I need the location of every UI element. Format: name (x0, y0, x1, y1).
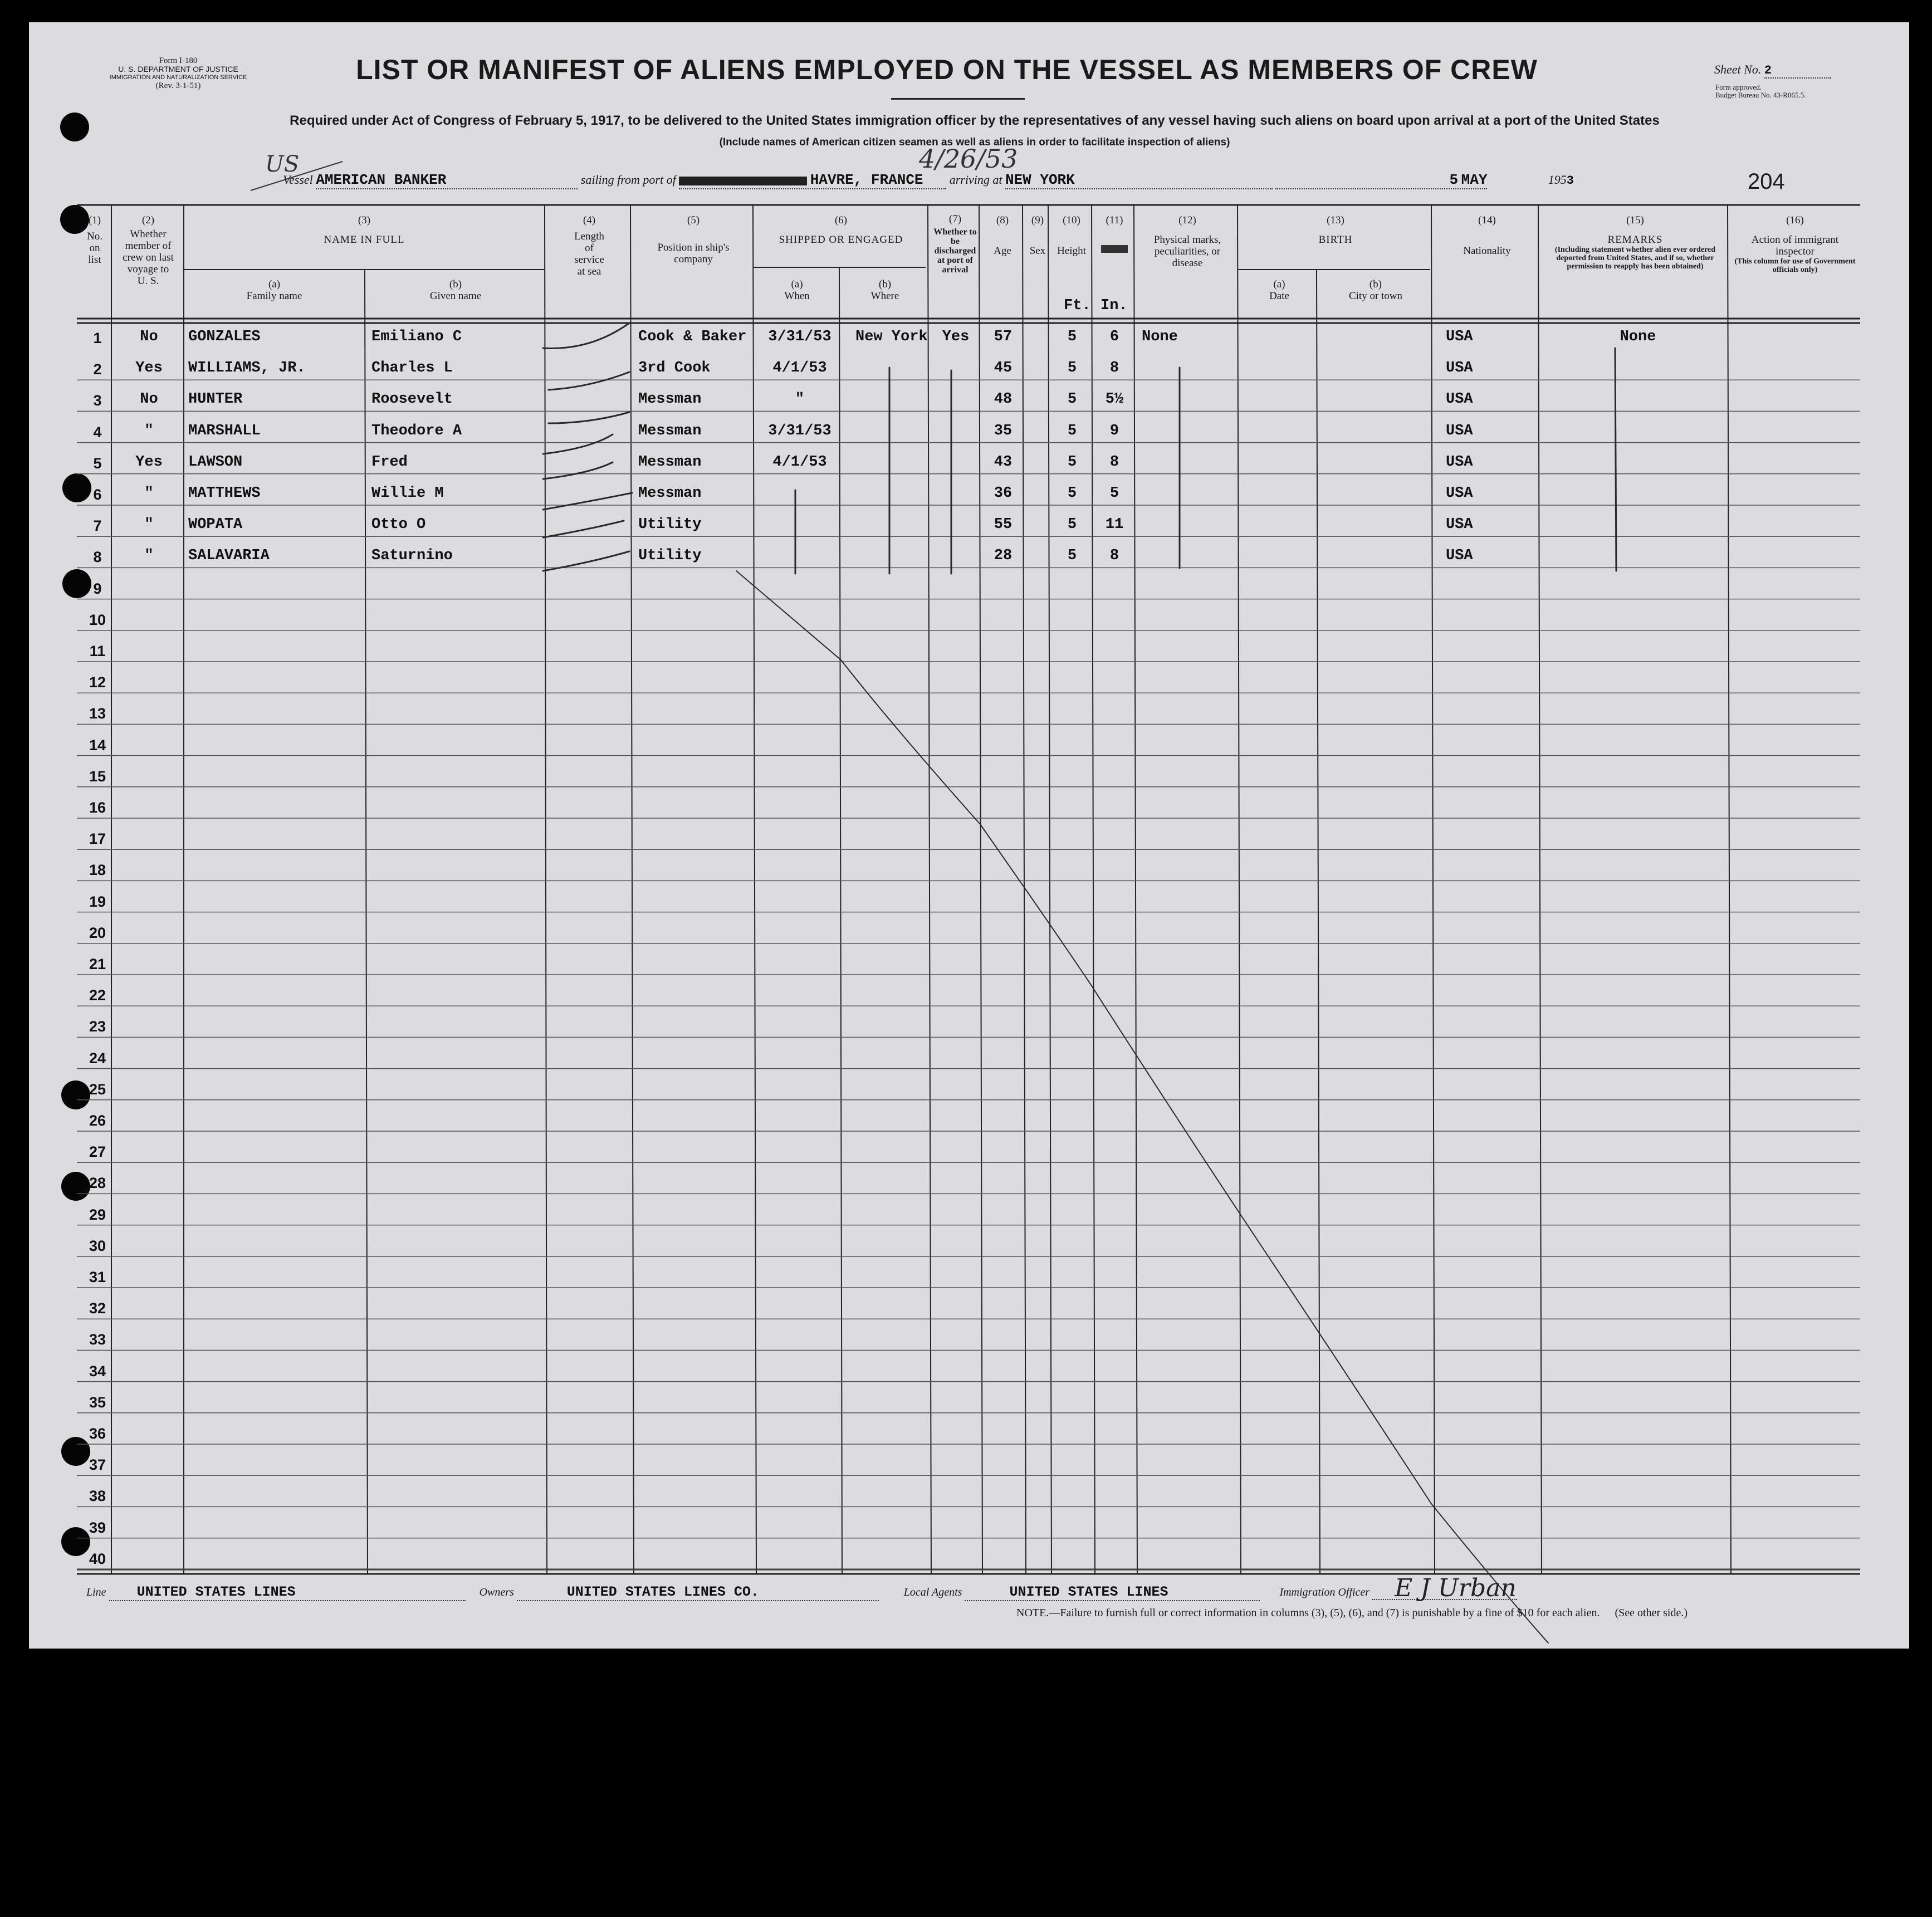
line-number: 14 (89, 736, 106, 754)
line-number: 38 (89, 1488, 106, 1505)
col-10-label: Height (1057, 245, 1086, 257)
cell-position: Messman (638, 485, 702, 502)
col-13a-num: (a) (1273, 278, 1285, 290)
line-number: 28 (89, 1175, 106, 1192)
col-10-num: (10) (1063, 214, 1080, 226)
col-6a-num: (a) (791, 278, 803, 290)
cell-family: GONZALES (188, 329, 261, 345)
subtitle: Required under Act of Congress of February 5, 1917, to be delivered to the United States immigration officer by the representatives of any vessel having such aliens on board upon arrival at a port of the United States (290, 113, 1660, 128)
cell-ft: 5 (1067, 516, 1077, 534)
cell-ft: 5 (1067, 329, 1077, 345)
cell-discharged: Yes (942, 329, 970, 345)
cell-age: 45 (994, 360, 1013, 377)
col-13-label: BIRTH (1318, 234, 1353, 246)
line-number: 29 (89, 1206, 106, 1223)
cell-given: Emiliano C (371, 329, 462, 345)
col-2-num: (2) (141, 214, 155, 226)
col-4-label: Length of service at sea (574, 231, 604, 277)
col-5-label: Position in ship's company (657, 242, 730, 265)
line-number: 6 (93, 486, 102, 503)
col-6-label: SHIPPED OR ENGAGED (779, 234, 903, 246)
cell-in: 8 (1109, 547, 1119, 565)
cell-nationality: USA (1446, 547, 1473, 565)
cell-when: 4/1/53 (772, 360, 827, 377)
cell-ft: 5 (1067, 422, 1077, 439)
col-3-label: NAME IN FULL (324, 234, 405, 246)
cell-given: Roosevelt (371, 391, 453, 408)
line-number: 32 (89, 1300, 106, 1317)
cell-ft: 5 (1067, 391, 1077, 408)
cell-age: 55 (994, 516, 1013, 534)
cell-given: Theodore A (371, 422, 462, 439)
line-number: 36 (89, 1425, 106, 1442)
cell-last-voyage: Yes (135, 453, 163, 471)
cell-position: 3rd Cook (638, 360, 711, 377)
budget-bureau: Budget Bureau No. 43-R065.5. (1715, 91, 1806, 99)
col-1-num: (1) (88, 214, 101, 226)
cell-ft: 5 (1067, 453, 1077, 471)
cell-position: Messman (638, 422, 702, 439)
line-number: 13 (89, 705, 106, 722)
sailing-label: sailing from port of (580, 173, 676, 187)
cell-where: New York (855, 329, 928, 345)
footer-note (1016, 1607, 1688, 1620)
line-number: 12 (89, 674, 106, 691)
col-16-note: (This column for use of Government officials only) (1734, 257, 1856, 274)
cell-last-voyage: " (144, 516, 154, 534)
cell-in: 8 (1109, 453, 1119, 471)
cell-nationality: USA (1446, 516, 1473, 534)
year-prefix: 195 (1548, 173, 1567, 187)
cell-ft: 5 (1067, 547, 1077, 565)
line-value: UNITED STATES LINES (109, 1584, 466, 1601)
cell-remarks: None (1620, 329, 1656, 345)
line-number: 33 (89, 1331, 106, 1348)
line-number: 19 (89, 893, 106, 910)
cell-given: Fred (371, 453, 408, 471)
cell-family: SALAVARIA (188, 547, 270, 565)
service: IMMIGRATION AND NATURALIZATION SERVICE (109, 74, 247, 81)
col-7-num: (7) (948, 213, 962, 225)
sailing-port: HAVRE, FRANCE (810, 172, 923, 188)
cell-given: Charles L (371, 360, 453, 377)
page-title: LIST OR MANIFEST OF ALIENS EMPLOYED ON THE VESSEL AS MEMBERS OF CREW (356, 54, 1538, 85)
cell-nationality: USA (1446, 453, 1473, 471)
col-11-unit: In. (1100, 297, 1128, 314)
line-number: 4 (93, 423, 102, 441)
col-7-label: Whether to be discharged at port of arrival (933, 227, 977, 275)
cell-when: " (795, 391, 805, 408)
handwritten-date: 4/26/53 (919, 144, 1018, 174)
fine-note: NOTE.—Failure to furnish full or correct information in columns (3), (5), (6), and (7) is punishable by a fine of $10 for each alien. (1016, 1607, 1600, 1619)
line-number: 21 (89, 956, 106, 972)
col-9-num: (9) (1031, 214, 1044, 226)
cell-position: Utility (638, 547, 702, 565)
cell-position: Utility (638, 516, 702, 534)
line-number: 5 (93, 454, 102, 472)
line-number: 22 (89, 987, 106, 1004)
cell-family: HUNTER (188, 391, 243, 408)
line-number: 15 (89, 767, 106, 785)
col-3a-label: Family name (246, 290, 302, 302)
cell-last-voyage: " (144, 547, 154, 565)
line-number: 20 (89, 924, 106, 941)
cell-last-voyage: No (140, 329, 158, 345)
line-number: 3 (93, 392, 102, 409)
col-3-num: (3) (358, 214, 371, 226)
owners-value: UNITED STATES LINES CO. (517, 1584, 879, 1601)
cell-last-voyage: " (144, 485, 154, 502)
col-3a-num: (a) (268, 278, 281, 290)
col-15-note: (Including statement whether alien ever ordered deported from United States, and if so, whether permission to reapply has been obtained) (1554, 246, 1716, 271)
line-number: 7 (93, 517, 102, 535)
cell-position: Cook & Baker (638, 329, 747, 345)
cell-in: 9 (1109, 422, 1119, 439)
line-number: 31 (89, 1269, 106, 1285)
cell-family: LAWSON (188, 453, 243, 471)
line-number: 17 (89, 830, 106, 848)
col-6b-label: Where (870, 290, 899, 302)
col-12-num: (12) (1178, 214, 1196, 226)
col-13b-num: (b) (1369, 278, 1382, 290)
line-number: 35 (89, 1393, 106, 1411)
footer (86, 1574, 1869, 1602)
form-approved: Form approved. (1715, 83, 1762, 91)
cell-position: Messman (638, 453, 702, 471)
col-10-unit: Ft. (1064, 297, 1091, 314)
col-9-label: Sex (1029, 245, 1046, 257)
col-2-label: Whether member of crew on last voyage to U. S. (123, 228, 174, 287)
cell-ft: 5 (1067, 485, 1077, 502)
col-8-num: (8) (996, 214, 1009, 226)
cell-family: WILLIAMS, JR. (188, 360, 306, 377)
line-number: 34 (89, 1362, 106, 1380)
cell-age: 35 (994, 422, 1013, 439)
col-15-num: (15) (1626, 214, 1644, 226)
cell-given: Saturnino (371, 547, 453, 565)
line-number: 30 (89, 1237, 106, 1254)
cell-family: MATTHEWS (188, 485, 261, 502)
line-number: 16 (89, 799, 106, 816)
cell-given: Otto O (371, 516, 426, 534)
cell-in: 11 (1105, 516, 1124, 534)
line-number: 39 (89, 1519, 106, 1536)
line-number: 1 (93, 330, 102, 346)
owners-label: Owners (479, 1586, 514, 1598)
subnote: (Include names of American citizen seamen as well as aliens in order to facilitate inspection of aliens) (719, 136, 1230, 148)
col-8-label: Age (994, 245, 1011, 257)
line-number: 10 (89, 611, 106, 628)
cell-given: Willie M (371, 485, 444, 502)
col-11-num: (11) (1106, 214, 1123, 226)
cell-nationality: USA (1446, 360, 1473, 377)
cell-in: 6 (1109, 329, 1119, 345)
line-number: 23 (89, 1018, 106, 1035)
officer-signature-line (1372, 1574, 1517, 1602)
see-other-side: (See other side.) (1615, 1607, 1688, 1619)
col-5-num: (5) (687, 214, 700, 226)
col-3b-label: Given name (429, 290, 482, 302)
cell-when: 3/31/53 (768, 329, 832, 345)
sheet-number: 2 (1764, 63, 1831, 79)
cell-ft: 5 (1067, 360, 1077, 377)
cell-position: Messman (638, 391, 702, 408)
col-1-label: No. on list (87, 231, 102, 266)
col-14-num: (14) (1478, 214, 1496, 226)
col-3b-num: (b) (449, 278, 462, 290)
cell-last-voyage: Yes (135, 360, 163, 377)
line-number: 37 (89, 1456, 106, 1474)
col-14-label: Nationality (1463, 245, 1511, 257)
line-number: 40 (89, 1550, 106, 1567)
cell-in: 5 (1109, 485, 1119, 502)
col-15-label: REMARKS (1607, 234, 1663, 246)
col-4-num: (4) (583, 214, 596, 226)
cell-nationality: USA (1446, 391, 1473, 408)
arriving-port: NEW YORK (1005, 172, 1273, 189)
vessel-name: AMERICAN BANKER (316, 172, 578, 189)
col-6b-num: (b) (878, 278, 892, 290)
arrival-month: MAY (1461, 172, 1488, 188)
cell-in: 5½ (1105, 391, 1124, 408)
col-16-num: (16) (1786, 214, 1804, 226)
cell-family: WOPATA (188, 516, 243, 534)
vessel-label: Vessel (283, 173, 313, 187)
cell-when: 3/31/53 (768, 422, 832, 439)
col-12-label: Physical marks, peculiarities, or disease (1153, 234, 1221, 269)
line-number: 27 (89, 1143, 106, 1161)
agents-value: UNITED STATES LINES (965, 1584, 1260, 1601)
cell-family: MARSHALL (188, 422, 261, 439)
cell-when: 4/1/53 (772, 453, 827, 471)
cell-age: 36 (994, 485, 1013, 502)
line-number: 9 (93, 580, 102, 597)
cell-age: 57 (994, 329, 1013, 345)
officer-signature: E J Urban (1395, 1574, 1517, 1602)
cell-nationality: USA (1446, 485, 1473, 502)
cell-nationality: USA (1446, 422, 1473, 439)
cell-last-voyage: No (140, 391, 158, 408)
form-number: Form I-180 (159, 56, 198, 65)
cell-age: 28 (994, 547, 1013, 565)
col-13b-label: City or town (1348, 290, 1403, 302)
handwritten-us: US (265, 151, 300, 177)
year-suffix: 3 (1566, 174, 1574, 188)
cell-nationality: USA (1446, 329, 1473, 345)
arrival-day: 5 (1449, 172, 1459, 188)
col-6a-label: When (784, 290, 810, 302)
line-number: 11 (89, 643, 106, 659)
page-number: 204 (1748, 169, 1785, 194)
col-16-label: Action of immigrant inspector (1751, 234, 1839, 257)
sheet-label: Sheet No. (1714, 62, 1762, 76)
line-number: 25 (89, 1080, 106, 1098)
cell-marks: None (1142, 329, 1178, 345)
line-number: 18 (89, 862, 106, 879)
cell-age: 43 (994, 453, 1013, 471)
cell-age: 48 (994, 391, 1013, 408)
line-number: 2 (93, 361, 102, 378)
officer-label: Immigration Officer (1279, 1586, 1370, 1598)
cell-in: 8 (1109, 360, 1119, 377)
department: U. S. DEPARTMENT OF JUSTICE (118, 65, 238, 74)
agents-label: Local Agents (903, 1586, 962, 1598)
col-13-num: (13) (1327, 214, 1344, 226)
arriving-label: arriving at (949, 173, 1002, 187)
line-label: Line (86, 1586, 106, 1598)
col-6-num: (6) (834, 214, 848, 226)
line-number: 24 (89, 1049, 106, 1067)
line-number: 26 (89, 1112, 106, 1129)
cell-last-voyage: " (144, 422, 154, 439)
revision: (Rev. 3-1-51) (155, 81, 201, 90)
line-number: 8 (93, 549, 102, 566)
col-13a-label: Date (1269, 290, 1289, 302)
